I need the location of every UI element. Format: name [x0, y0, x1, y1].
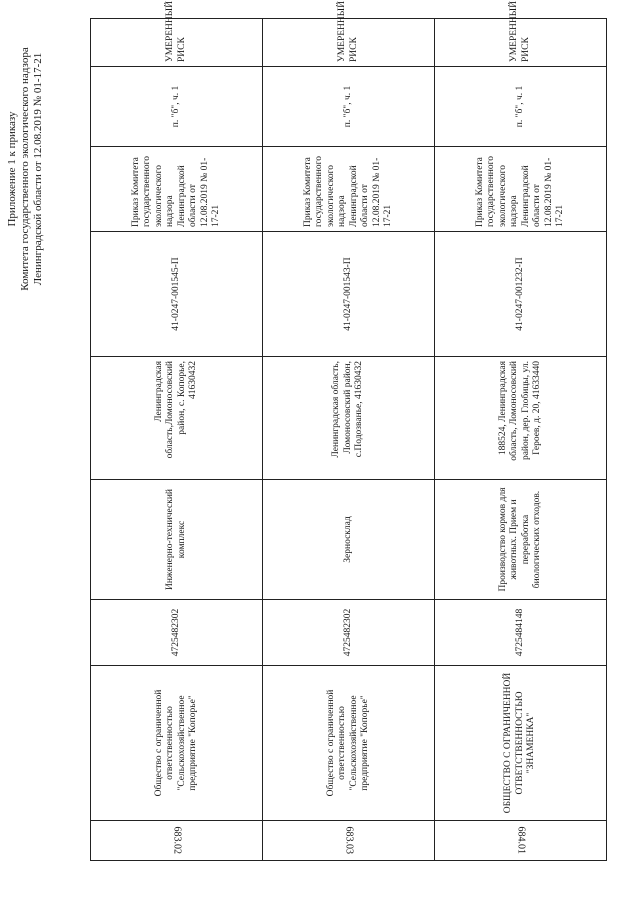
risk-category-cell: УМЕРЕННЫЙ РИСК — [91, 19, 263, 67]
inn-cell: 4725484148 — [435, 600, 607, 666]
row-number: 683.03 — [343, 826, 355, 855]
order-cell: Приказ Комитета государственного экологического надзора Ленинградской области от 12.08.2019 № 01-17-21 — [263, 147, 435, 232]
header-line-2: Комитета государственного экологического надзора — [19, 47, 31, 291]
object-code-cell: 41-0247-001545-П — [91, 232, 263, 357]
organization-cell: Общество с ограниченной ответственностью "Сельскохозяйственное предприятие "Копорье" — [263, 666, 435, 821]
header-line-1: Приложение 1 к приказу — [6, 111, 18, 227]
basis-cell: п. "б", ч. 1 — [435, 67, 607, 147]
basis-cell: п. "б", ч. 1 — [91, 67, 263, 147]
risk-category-cell: УМЕРЕННЫЙ РИСК — [435, 19, 607, 67]
object-code-cell: 41-0247-001232-П — [435, 232, 607, 357]
basis-cell: п. "б", ч. 1 — [263, 67, 435, 147]
row-number-cell — [263, 821, 435, 861]
risk-category-cell: УМЕРЕННЫЙ РИСК — [263, 19, 435, 67]
inn-cell: 4725482302 — [91, 600, 263, 666]
table-row — [263, 19, 435, 861]
row-number: 683.02 — [171, 826, 183, 855]
table-row — [435, 19, 607, 861]
activity-cell: Инженерно-технический комплекс — [91, 480, 263, 600]
inn-cell: 4725482302 — [263, 600, 435, 666]
address-cell: Ленинградская область,Ломоносовский район, с. Копорье, 41630432 — [91, 357, 263, 480]
row-number-cell — [91, 821, 263, 861]
row-number: 684.01 — [515, 826, 527, 855]
document-header — [6, 19, 45, 319]
object-code-cell: 41-0247-001543-П — [263, 232, 435, 357]
row-number-cell — [435, 821, 607, 861]
order-cell: Приказ Комитета государственного экологического надзора Ленинградской области от 12.08.2019 № 01-17-21 — [91, 147, 263, 232]
organization-cell: Общество с ограниченной ответственностью "Сельскохозяйственное предприятие "Копорье" — [91, 666, 263, 821]
table-row — [91, 19, 263, 861]
organization-cell: ОБЩЕСТВО С ОГРАНИЧЕННОЙ ОТВЕТСТВЕННОСТЬЮ "ЗНАМЕНКА" — [435, 666, 607, 821]
activity-cell: Зерносклад — [263, 480, 435, 600]
activity-cell: Производство кормов для животных. Прием и переработка биологических отходов. — [435, 480, 607, 600]
registry-table-body — [91, 1, 607, 861]
registry-table — [90, 1, 607, 861]
order-cell: Приказ Комитета государственного экологического надзора Ленинградской области от 12.08.2019 № 01-17-21 — [435, 147, 607, 232]
header-line-3: Ленинградской области от 12.08.2019 № 01-17-21 — [32, 52, 44, 286]
address-cell: Ленинградская область, Ломоносовский район, с.Подозванье, 41630432 — [263, 357, 435, 480]
address-cell: 188524, Ленинградская область, Ломоносовский район, дер. Глобицы, ул. Героев, д. 20, 41633440 — [435, 357, 607, 480]
